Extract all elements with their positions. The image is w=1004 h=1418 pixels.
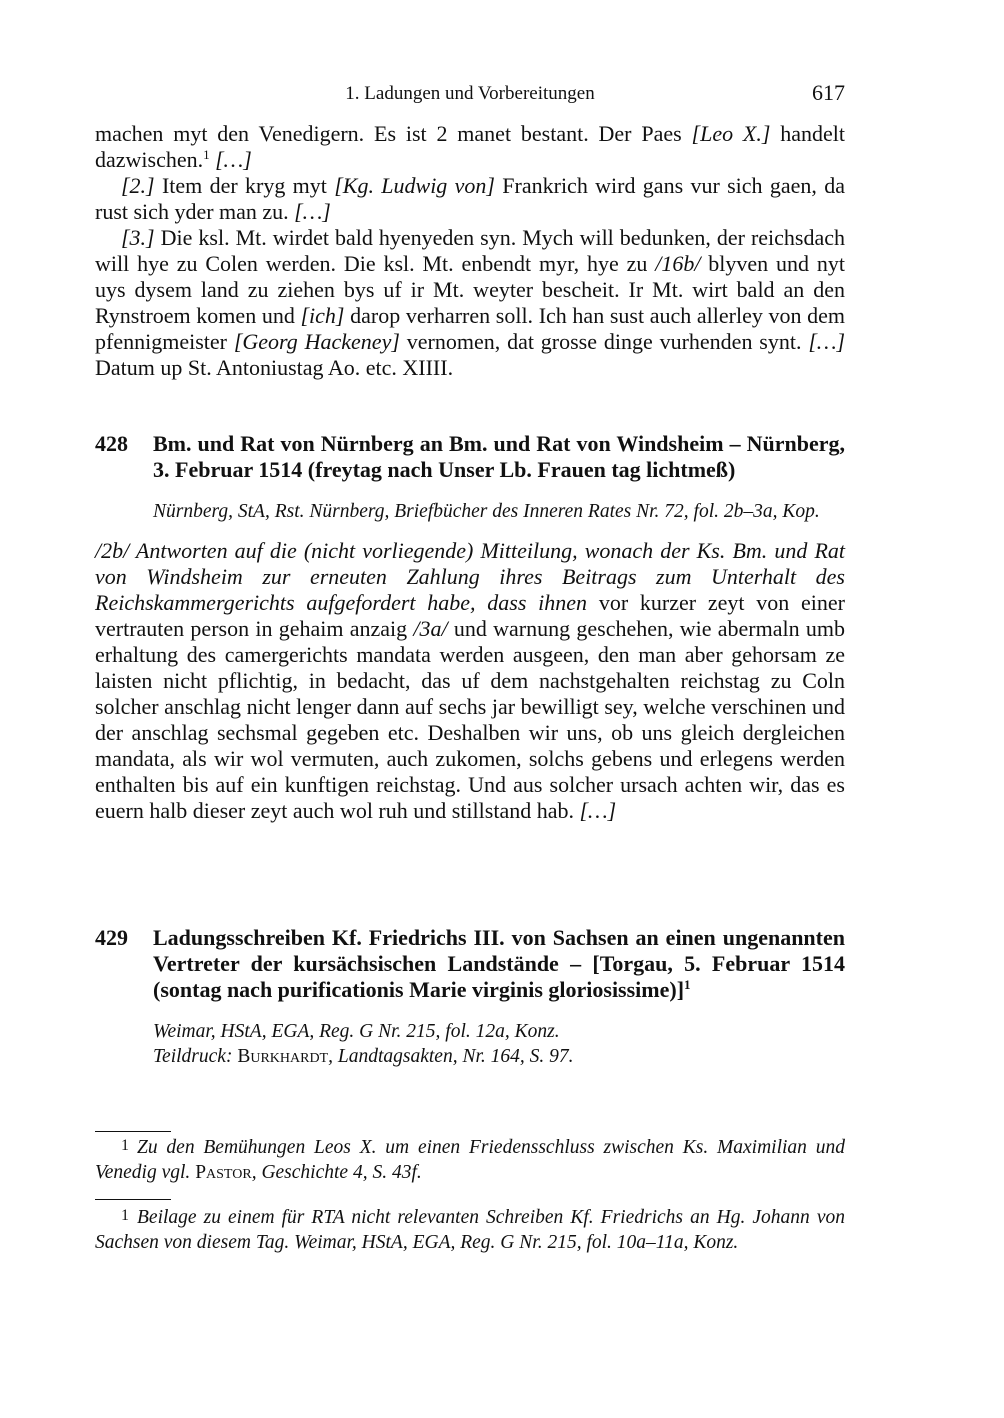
text-run: und warnung geschehen, wie abermaln umb erhaltung des camergerichts mandata werden ausgeen, den man aber gehorsam ze laisten nicht pflichtig, in bedacht, das uf dem nachstgehalten reichstag zu Coln solcher anschlag nicht lenger dann auf sechs jar bewilligt sey, welche verschinen und der anschlag sechsmal gegeben etc. Deshalben wir uns, ob uns gleich dergleichen mandata, als wir wol vermuten, auch zukomen, solchs gebens und erlegens werden enthalten bis auf ein kunftigen reichstag. Und aus solcher ursach achten wir, das es euern halb dieser zeyt auch wol ruh und stillstand hab. [95,616,845,823]
editorial-insert: [Georg Hackeney] [233,329,400,354]
document-body [95,538,845,824]
source-citation [153,1019,845,1069]
document-heading [95,925,845,1003]
section-number: [3.] [121,225,155,250]
source-line: Weimar, HStA, EGA, Reg. G Nr. 215, fol. 12a, Konz. [153,1021,560,1042]
footnote-number: 1 [121,1137,129,1154]
text-run: vernomen, dat grosse dinge vurhenden synt. [399,329,809,354]
source-label: Teildruck: [153,1046,233,1067]
text-run: Die ksl. Mt. wirdet bald hyenyeden syn. Mych will bedunken, der reichsdach will hye zu Colen werden. Die ksl. Mt. enbendt myr, hye zu [95,225,845,276]
text-run: Zu den Bemühungen Leos X. um einen Friedensschluss zwischen Ks. Maximilian und Venedig vgl. [95,1137,845,1183]
source-citation: Nürnberg, StA, Rst. Nürnberg, Briefbücher des Inneren Rates Nr. 72, fol. 2b–3a, Kop. [153,501,820,522]
section-number: [2.] [121,173,155,198]
paragraph-1 [95,121,845,173]
footnote-marker: 1 [684,977,691,992]
footnote-rule [95,1131,171,1132]
text-run: machen myt den Venedigern. Es ist 2 manet bestant. Der Paes [95,121,692,146]
folio-marker: /16b/ [655,251,701,276]
text-run: Item der kryg myt [154,173,335,198]
running-header [95,80,845,110]
text-run: , Landtagsakten, Nr. 164, S. 97. [328,1046,574,1067]
document-title-text: Ladungsschreiben Kf. Friedrichs III. von Sachsen an einen ungenannten Vertreter der kursächsischen Landstände – [Torgau, 5. Februar 1514 (sontag nach purificationis Marie virginis gloriosissime)] [153,925,845,1002]
document-428 [95,431,845,824]
editorial-insert: [ich] [300,303,345,328]
author-name: Pastor [195,1162,252,1183]
footnote-1 [95,1133,845,1185]
omission-marker: […] [215,147,252,172]
text-run: vor kurzer zeyt von einer vertrauten person in gehaim anzaig [95,590,845,641]
paragraph-3 [95,225,845,381]
footnote-number: 1 [121,1207,129,1224]
document-number: 429 [95,925,128,950]
text-run: blyven und nyt uys dysem land zu ziehen bys uf ir Mt. weyter bescheit. Ir Mt. wirt bald an den Rynstroem komen und [95,251,846,328]
document-number: 428 [95,431,128,456]
source-line [153,1044,845,1069]
omission-marker: […] [579,798,617,823]
footnote-rule [95,1199,171,1200]
document-heading [95,431,845,483]
text-run: Datum up St. Antoniustag Ao. etc. XIIII. [95,355,454,380]
editorial-summary: /2b/ Antworten auf die (nicht vorliegende) Mitteilung, wonach der Ks. Bm. und Rat von Windsheim zur erneuten Zahlung ihres Beitrags zum Unterhalt des Reichskammergerichts aufgefordert habe, dass ihnen [95,538,845,615]
document-title: Bm. und Rat von Nürnberg an Bm. und Rat von Windsheim – Nürnberg, 3. Februar 1514 (freytag nach Unser Lb. Frauen tag lichtmeß) [153,431,845,482]
continuation-text [95,121,845,381]
document-429 [95,925,845,1069]
running-title: 1. Ladungen und Vorbereitungen [345,83,595,104]
paragraph-2 [95,173,845,225]
page-number: 617 [812,80,845,105]
document-title [153,925,845,1003]
author-name: Burkhardt [237,1046,329,1067]
omission-marker: […] [294,199,331,224]
editorial-insert: [Leo X.] [691,121,771,146]
text-run: handelt dazwischen. [95,121,846,172]
text-run: Beilage zu einem für RTA nicht relevanten Schreiben Kf. Friedrichs an Hg. Johann von Sachsen von diesem Tag. Weimar, HStA, EGA, Reg. G Nr. 215, fol. 10a–11a, Konz. [95,1207,845,1253]
text-run: Frankrich wird gans vur sich gaen, da rust sich yder man zu. [95,173,845,224]
omission-marker: […] [808,329,846,354]
footnote-marker: 1 [203,147,210,162]
footnote-2 [95,1203,845,1255]
text-run: , Geschichte 4, S. 43f. [251,1162,422,1183]
folio-marker: /3a/ [413,616,448,641]
editorial-insert: [Kg. Ludwig von] [334,173,495,198]
text-run: darop verharren soll. Ich han sust auch allerley von dem pfennigmeister [95,303,846,354]
